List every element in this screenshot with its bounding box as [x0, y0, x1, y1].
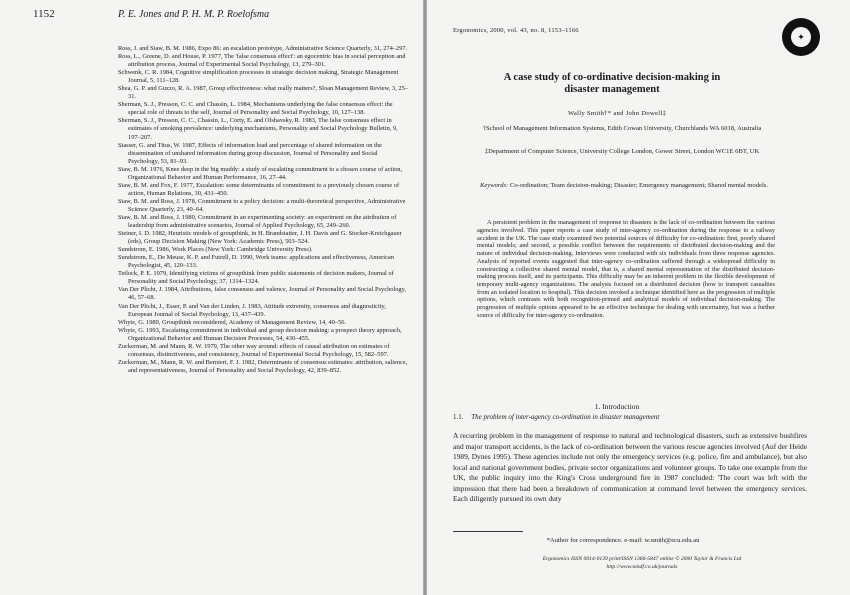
reference-list	[118, 45, 410, 375]
right-page	[427, 0, 850, 595]
keywords	[475, 182, 773, 190]
running-title: P. E. Jones and P. H. M. P. Roelofsma	[118, 9, 270, 20]
reference-entry: Ross, L., Greene, D. and House, P. 1977, The 'false consensus effect': an egocentric bias in social perception and attribution process, Journal of Experimental Social Psychology, 13, 279–301.	[118, 53, 406, 69]
footnote-rule	[453, 531, 523, 532]
reference-entry: Sundstrom, E., De Meuse, K. P. and Futrell, D. 1990, Work teams: applications and effectiveness, American Psychologist, 45, 120–133.	[118, 254, 394, 270]
page-number: 1152	[33, 8, 55, 20]
affiliation-1: †School of Management Information Systems, Edith Cowan University, Churchlands WA 6018, Australia	[482, 125, 762, 132]
reference-entry: Staw, B. M. 1976, Knee deep in the big muddy: a study of escalating commitment to a chosen course of action, Organizational Behavior and Human Performance, 16, 27–44.	[118, 165, 403, 181]
reference-entry: Tetlock, P. E. 1979, Identifying victims of groupthink from public statements of decision makers, Journal of Personality and Social Psychology, 37, 1314–1324.	[118, 270, 394, 286]
footer-line-1: Ergonomics ISSN 0014-0139 print/ISSN 1366-5847 online © 2000 Taylor & Francis Ltd	[542, 556, 742, 562]
reference-entry: Whyte, G. 1993, Escalating commitment in individual and group decision making: a prospect theory approach, Organizational Behavior and Human Decision Processes, 54, 430–455.	[118, 326, 402, 342]
reference-entry: Whyte, G. 1989, Groupthink reconsidered, Academy of Management Review, 14, 40–56.	[118, 318, 346, 326]
footnote: *Author for correspondence. e-mail: w.smith@ecu.edu.au	[546, 537, 700, 544]
reference-entry: Zuckerman, M., Mann, R. W. and Bernieri, F. J. 1982, Determinants of consensus estimates: attribution, salience, and representativeness, Journal of Personality and Social Psychology, 42, 839–852.	[118, 358, 408, 374]
abstract: A persistent problem in the management of response to disasters is the lack of co-ordination between the various agencies involved. This paper reports a case study of inter-agency co-ordination during the response to a railway accident in the UK. The case study examined two potential sources of difficulty for co-ordination: first, poorly shared mental models; and second, a possible conflict between the requirements of distributed decision-making and the nature of individual decision-making. Interviews were conducted with six individuals from three response agencies. Analysis of reported events suggested that inter-agency co-ordination suffered through a widespread difficulty in constructing a collective shared mental model, that is, a shared mental representation of the distributed decision-making process itself, and its participants. This difficulty may be an inherent problem in the flexible development of temporary multi-agency organizations. The analysis focused on a distributed decision (how to transport casualties from an isolated location to hospital). This decision invoked a technique identified here as the progression of multiple options, which contrasts with both recognition-primed and analytical models of individual decision-making. The progression of multiple options appeared to be an effective technique for dealing with uncertainty, but was a further source of difficulty for inter-agency co-ordination.	[477, 219, 775, 319]
subsection-heading	[453, 413, 803, 421]
keywords-label: Keywords:	[479, 182, 509, 189]
reference-entry: Shea, G. P. and Guzzo, R. A. 1987, Group effectiveness: what really matters?, Sloan Management Review, 3, 25–31.	[118, 85, 408, 101]
reference-entry: Sherman, S. J., Presson, C. C., Chassin, L., Corty, E. and Olshavsky, R. 1983, The false consensus effect in estimates of smoking prevalence: underlying mechanisms, Personality and Social Psychology Bulletin, 9, 197–207.	[118, 117, 398, 141]
running-head	[33, 8, 383, 20]
article-title: A case study of co-ordinative decision-making in disaster management	[503, 72, 721, 95]
reference-entry: Stasser, G. and Titus, W. 1987, Effects of information load and percentage of shared information on the dissemination of unshared information during group discussion, Journal of Personality and Social Psychology, 53, 81–93.	[118, 141, 382, 165]
left-page	[0, 0, 423, 595]
reference-entry: Staw, B. M. and Fox, F. 1977, Escalation: some determinants of commitment to a previously chosen course of action, Human Relations, 30, 431–450.	[118, 181, 400, 197]
keywords-text: Co-ordination; Team decision-making; Disaster; Emergency management; Shared mental models.	[509, 182, 769, 189]
affiliation-2: ‡Department of Computer Science, University College London, Gower Street, London WC1E 6BT, UK	[484, 148, 760, 155]
journal-head: Ergonomics, 2000, vol. 43, no. 8, 1153–1166	[453, 27, 579, 34]
footer-line-2: http://www.tandf.co.uk/journals	[606, 563, 678, 570]
page-footer	[487, 556, 797, 571]
authors: Wally Smith†* and John Dowell‡	[567, 110, 667, 117]
reference-entry: Schwenk, C. R. 1984, Cognitive simplification processes in strategic decision making, Strategic Management Journal, 5, 111–128.	[118, 69, 399, 85]
reference-entry: Staw, B. M. and Ross, J. 1980, Commitment in an experimenting society: an experiment on the attribution of leadership from administrative scenarios, Journal of Applied Psychology, 65, 249–260.	[118, 213, 397, 230]
section-heading: 1. Introduction	[594, 402, 640, 411]
reference-entry: Steiner, I. D. 1982, Heuristic models of groupthink, in H. Brandstatter, J. H. Davis and G. Stocker-Kreichgauer (eds), Group Decision Making (New York: Academic Press), 503–524.	[118, 230, 402, 246]
reference-entry: Staw, B. M. and Ross, J. 1978, Commitment to a policy decision: a multi-theoretical perspective, Administrative Science Quarterly, 23, 40–64.	[118, 197, 406, 213]
intro-paragraph: A recurring problem in the management of response to natural and technological disasters, such as extensive bushfires and major transport accidents, is the lack of co-ordination between the various rescue agencies involved (Auf der Heide 1989, Dynes 1995). These agencies include not only the emergency services (e.g. police, fire and ambulance), but also local and national government bodies, private sector organizations and volunteer groups. To take one example from the UK, the public inquiry into the King's Cross underground fire in 1987 concluded: 'The court was left with the impression that there had been a breakdown of communication at command level between the emergency services. Each diligently pursued its own duty	[453, 431, 807, 504]
reference-entry: Van Der Plicht, J. 1984, Attributions, false consensus and valence, Journal of Personality and Social Psychology, 46, 57–68.	[118, 286, 407, 302]
reference-entry: Ross, J. and Staw, B. M. 1986, Expo 86: an escalation prototype, Administrative Science Quarterly, 31, 274–297.	[118, 45, 408, 52]
subsection-number: 1.1.	[453, 413, 464, 421]
subsection-title: The problem of inter-agency co-ordination in disaster management	[471, 413, 660, 421]
publisher-badge-icon	[782, 18, 820, 56]
reference-entry: Sherman, S. J., Presson, C. C. and Chassin, L. 1984, Mechanisms underlying the false consensus effect: the special role of threats to the self, Journal of Personality and Social Psychology, 10, 127–138.	[118, 101, 393, 117]
badge-emblem-icon: ✦	[791, 27, 811, 47]
reference-entry: Sundstrom, E. 1986, Work Places (New York: Cambridge University Press).	[118, 246, 313, 254]
reference-entry: Zuckerman, M. and Mann, R. W. 1979, The other way around: effects of causal attribution on estimates of consensus, distinctiveness, and consistency, Journal of Experimental Social Psychology, 15, 582–597.	[118, 342, 390, 358]
reference-entry: Van Der Plicht, J., Esser, P. and Van der Linden, J. 1983, Attitude extremity, consensus and diagnosticity, European Journal of Social Psychology, 13, 437–439.	[118, 302, 386, 318]
